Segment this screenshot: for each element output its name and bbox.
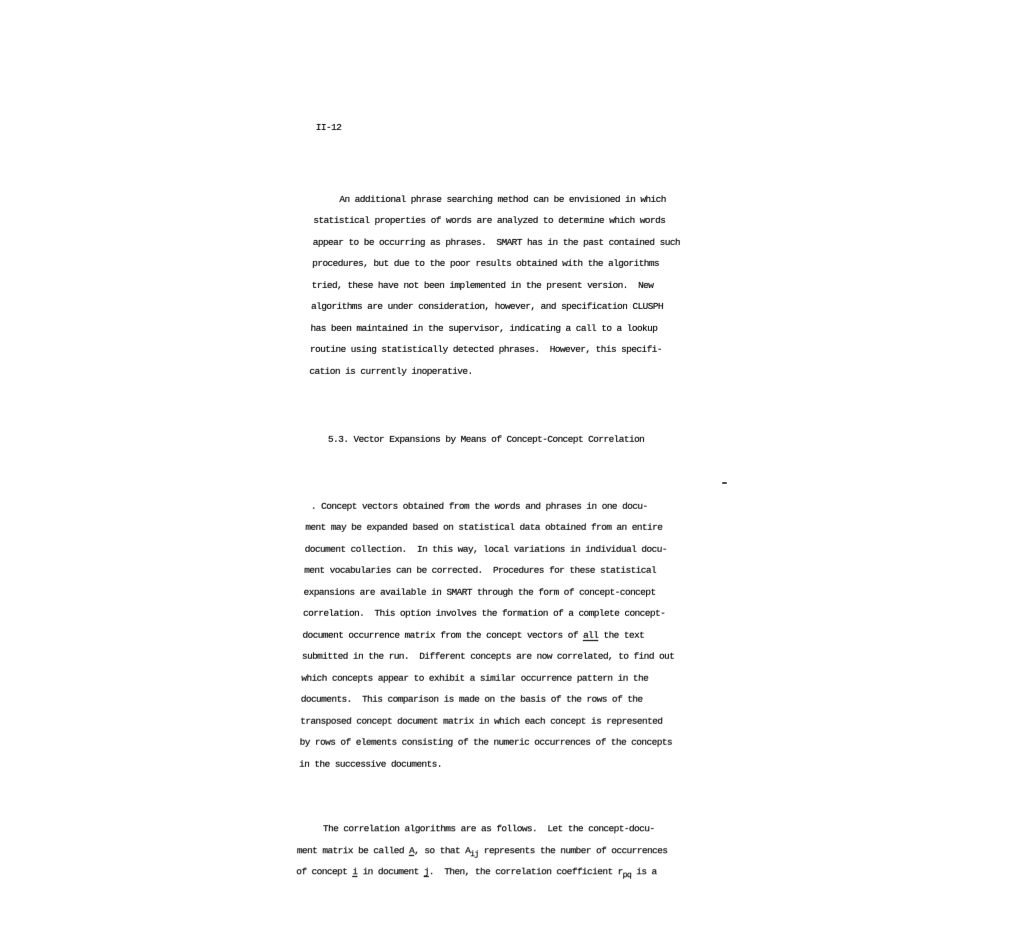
text-line: tried, these have not been implemented in the present version. New [311, 279, 654, 291]
text-line: document collection. In this way, local variations in individual docu- [304, 543, 668, 555]
text-line: submitted in the run. Different concepts are now correlated, to find out [301, 651, 675, 662]
text-line: of concept i in document j. Then, the correlation coefficient $r_{pq}$ is a [296, 866, 657, 880]
text-line: correlation. This option involves the formation of a complete concept- [302, 608, 666, 619]
text-line: statistical properties of words are analyzed to determine which words [313, 215, 666, 226]
text-line: algorithms are under consideration, however, and specification CLUSPH [310, 301, 664, 312]
text-line: appear to be occurring as phrases. SMART has in the past contained such [312, 236, 681, 248]
text-line: which concepts appear to exhibit a similar occurrence pattern in the [301, 672, 649, 684]
paragraph-correlation-algorithms [296, 818, 693, 883]
page-number: II-12 [315, 122, 342, 133]
text-line: expansions are available in SMART through the form of concept-concept [303, 586, 656, 598]
text-line: transposed concept document matrix in which each concept is represented [300, 715, 663, 727]
text-line: ment may be expanded based on statistical data obtained from an entire [305, 522, 663, 533]
text-line: cation is currently inoperative. [309, 365, 473, 377]
scan-artifact-speck [722, 482, 727, 484]
section-heading: 5.3. Vector Expansions by Means of Concept-Concept Correlation [307, 434, 645, 445]
text-line: The correlation algorithms are as follows. Let the concept-docu- [297, 823, 655, 834]
text-line: by rows of elements consisting of the numeric occurrences of the concepts [299, 737, 673, 748]
text-line: . Concept vectors obtained from the words and phrases in one docu- [305, 500, 648, 512]
paragraph-phrase-searching [309, 189, 709, 383]
paragraph-concept-correlation [299, 496, 701, 776]
text-line: procedures, but due to the poor results obtained with the algorithms [312, 258, 660, 269]
text-line: ment matrix be called A, so that $A_{ij}$ represents the number of occurrences [296, 844, 668, 859]
text-line: ment vocabularies can be corrected. Procedures for these statistical [304, 565, 657, 576]
text-line: routine using statistically detected phrases. However, this specifi- [309, 344, 663, 355]
text-line: documents. This comparison is made on the basis of the rows of the [300, 694, 643, 705]
text-line: in the successive documents. [298, 758, 443, 770]
text-line: document occurrence matrix from the concept vectors of all the text [302, 629, 645, 641]
text-line: An additional phrase searching method can be envisioned in which [313, 193, 666, 205]
text-line: has been maintained in the supervisor, indicating a call to a lookup [310, 322, 658, 334]
text-block [295, 74, 712, 926]
